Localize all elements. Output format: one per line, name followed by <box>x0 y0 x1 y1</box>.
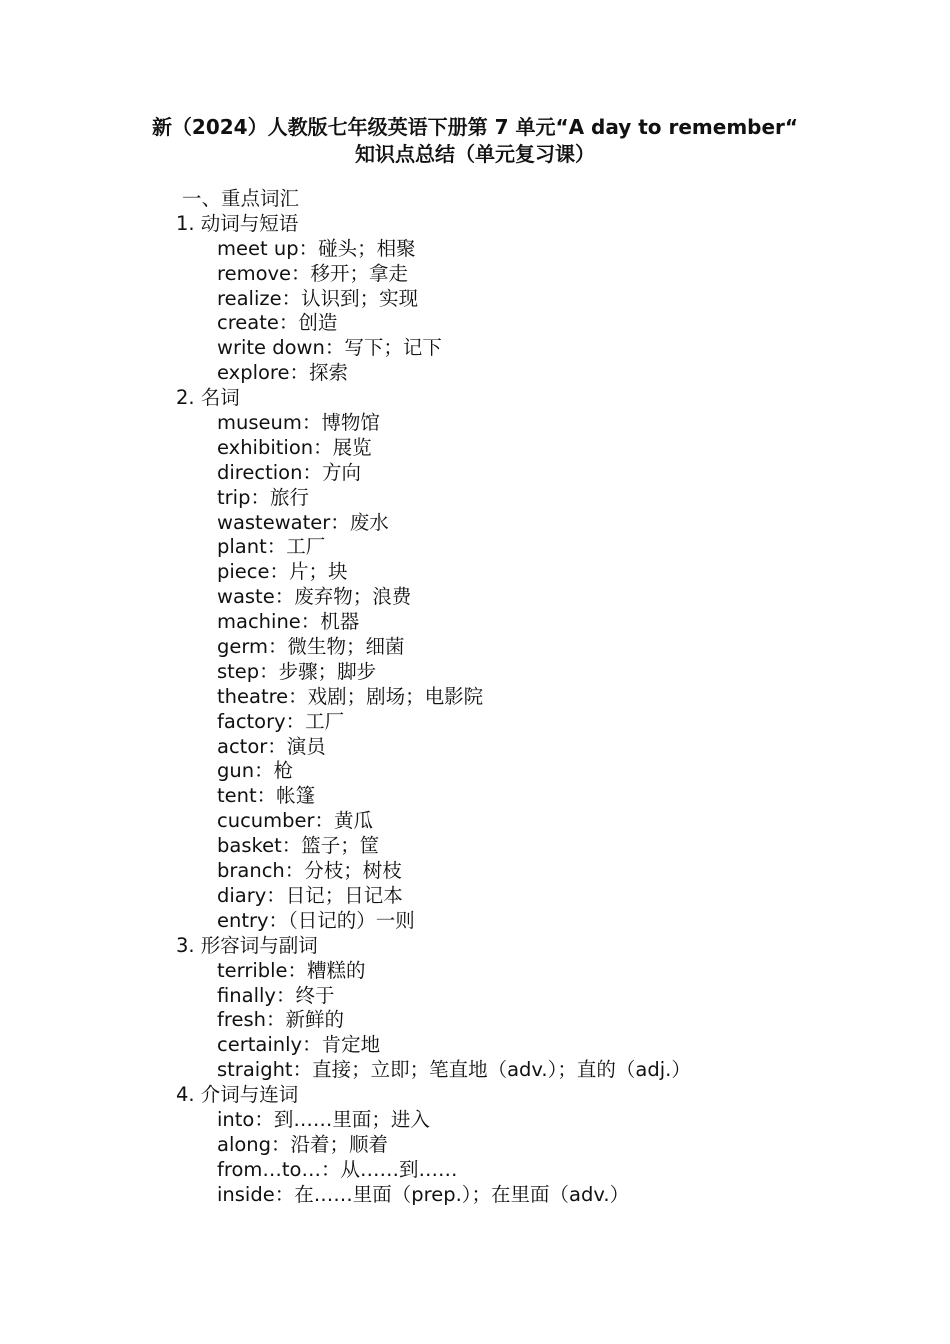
list-item: plant：工厂 <box>217 535 326 559</box>
list-item: diary：日记；日记本 <box>217 883 403 907</box>
list-item: realize：认识到；实现 <box>217 286 419 310</box>
list-item: fresh：新鲜的 <box>217 1008 344 1032</box>
section-heading: 一、重点词汇 <box>182 187 300 210</box>
list-item: trip：旅行 <box>217 485 309 509</box>
list-item: actor：演员 <box>217 734 326 758</box>
list-item: museum：博物馆 <box>217 411 380 435</box>
title-line-2: 知识点总结（单元复习课） <box>355 142 595 166</box>
list-item: create：创造 <box>217 311 338 335</box>
list-item: step：步骤；脚步 <box>217 659 377 683</box>
list-item: write down：写下；记下 <box>217 336 442 360</box>
list-item: straight：直接；立即；笔直地（adv.）；直的（adj.） <box>217 1058 691 1082</box>
list-item: tent：帐篷 <box>217 784 316 808</box>
list-item: entry：（日记的）一则 <box>217 908 415 932</box>
list-item: branch：分枝；树枝 <box>217 859 402 883</box>
vocabulary-section <box>0 187 950 1208</box>
list-item: piece：片；块 <box>217 560 348 584</box>
list-item: theatre：戏剧；剧场；电影院 <box>217 684 484 708</box>
list-item: meet up：碰头；相聚 <box>217 236 416 260</box>
list-item: from…to…：从……到…… <box>217 1157 458 1181</box>
list-item: gun：枪 <box>217 759 294 783</box>
list-item: waste：废弃物；浪费 <box>217 585 412 609</box>
list-item: finally：终于 <box>217 983 335 1007</box>
list-item: exhibition：展览 <box>217 435 372 459</box>
group-heading: 2. 名词 <box>176 386 240 410</box>
group-heading: 3. 形容词与副词 <box>176 933 318 957</box>
group-verbs-phrases <box>0 212 950 386</box>
list-item: remove：移开；拿走 <box>217 261 409 285</box>
list-item: germ：微生物；细菌 <box>217 635 405 659</box>
list-item: certainly：肯定地 <box>217 1033 381 1057</box>
list-item: terrible：糟糕的 <box>217 958 366 982</box>
list-item: into：到……里面；进入 <box>217 1107 430 1131</box>
list-item: cucumber：黄瓜 <box>217 809 374 833</box>
list-item: inside：在……里面（prep.）；在里面（adv.） <box>217 1182 630 1206</box>
title-line-1: 新（2024）人教版七年级英语下册第 7 单元“A day to remember“ <box>151 115 799 139</box>
list-item: factory：工厂 <box>217 709 345 733</box>
list-item: machine：机器 <box>217 610 360 634</box>
list-item: explore：探索 <box>217 361 349 385</box>
document-title <box>0 114 950 168</box>
list-item: direction：方向 <box>217 460 361 484</box>
group-heading: 4. 介词与连词 <box>176 1083 299 1107</box>
group-adjectives-adverbs <box>0 934 950 1083</box>
list-item: basket：篮子；筐 <box>217 834 380 858</box>
group-heading: 1. 动词与短语 <box>176 211 299 235</box>
list-item: along：沿着；顺着 <box>217 1132 389 1156</box>
group-nouns <box>0 386 950 934</box>
group-prepositions-conjunctions <box>0 1083 950 1207</box>
list-item: wastewater：废水 <box>217 510 389 534</box>
